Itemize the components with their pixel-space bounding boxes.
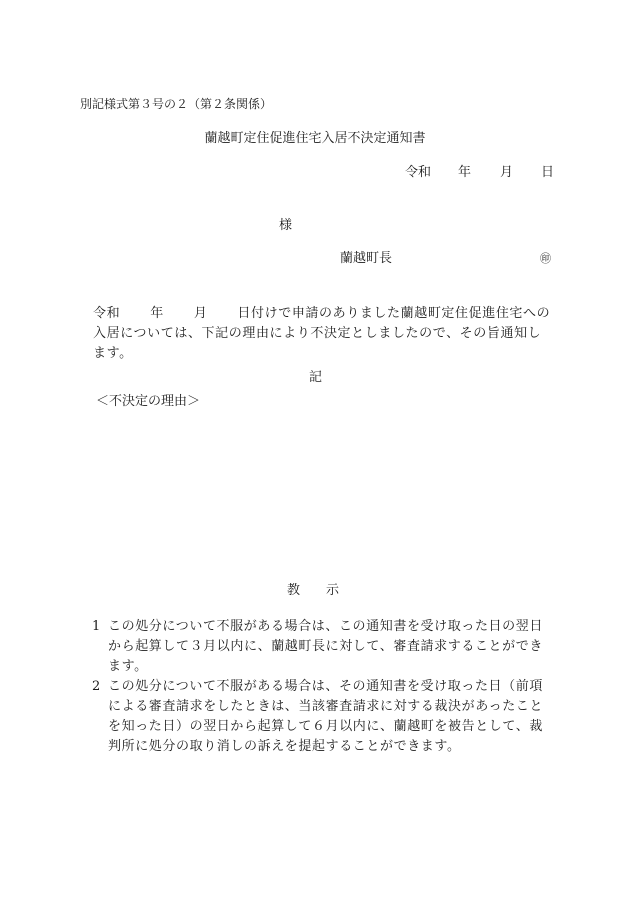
kyoji-heading: 教 示 <box>287 583 340 598</box>
notice-text: この処分について不服がある場合は、この通知書を受け取った日の翌日から起算して３月以内に、蘭越町長に対して、審査請求することができます。 <box>108 619 543 674</box>
body-month: 月 <box>193 306 208 321</box>
date-day: 日 <box>541 165 555 180</box>
notice-number: 2 <box>92 679 101 694</box>
seal-mark: ㊞ <box>540 252 551 265</box>
notice-text: この処分について不服がある場合は、その通知書を受け取った日（前項による審査請求をしたときは、当該審査請求に対する裁決があったことを知った日）の翌日から起算して６月以内に、蘭越町を被告として、裁判所に処分の取り消しの訴えを提起することができます。 <box>108 679 544 754</box>
notice-item <box>92 677 554 757</box>
addressee-suffix: 様 <box>279 218 293 233</box>
body-year: 年 <box>150 306 164 321</box>
reason-label: ＜不決定の理由＞ <box>96 394 201 409</box>
document-title: 蘭越町定住促進住宅入居不決定通知書 <box>204 131 426 146</box>
date-year: 年 <box>458 165 472 180</box>
notice-number: 1 <box>92 619 101 634</box>
issuer-name: 蘭越町長 <box>340 251 393 266</box>
date-era: 令和 <box>405 165 432 180</box>
date-month: 月 <box>500 165 514 180</box>
body-text: 日付けで申請のありました蘭越町定住促進住宅への入居については、下記の理由により不決定としましたので、その旨通知します。 <box>93 306 551 361</box>
form-number: 別記様式第３号の２（第２条関係） <box>80 97 273 111</box>
ki-heading: 記 <box>309 370 323 385</box>
notification-body <box>80 304 552 364</box>
body-era: 令和 <box>93 306 121 321</box>
notice-list <box>92 617 554 757</box>
notice-item <box>92 617 554 677</box>
